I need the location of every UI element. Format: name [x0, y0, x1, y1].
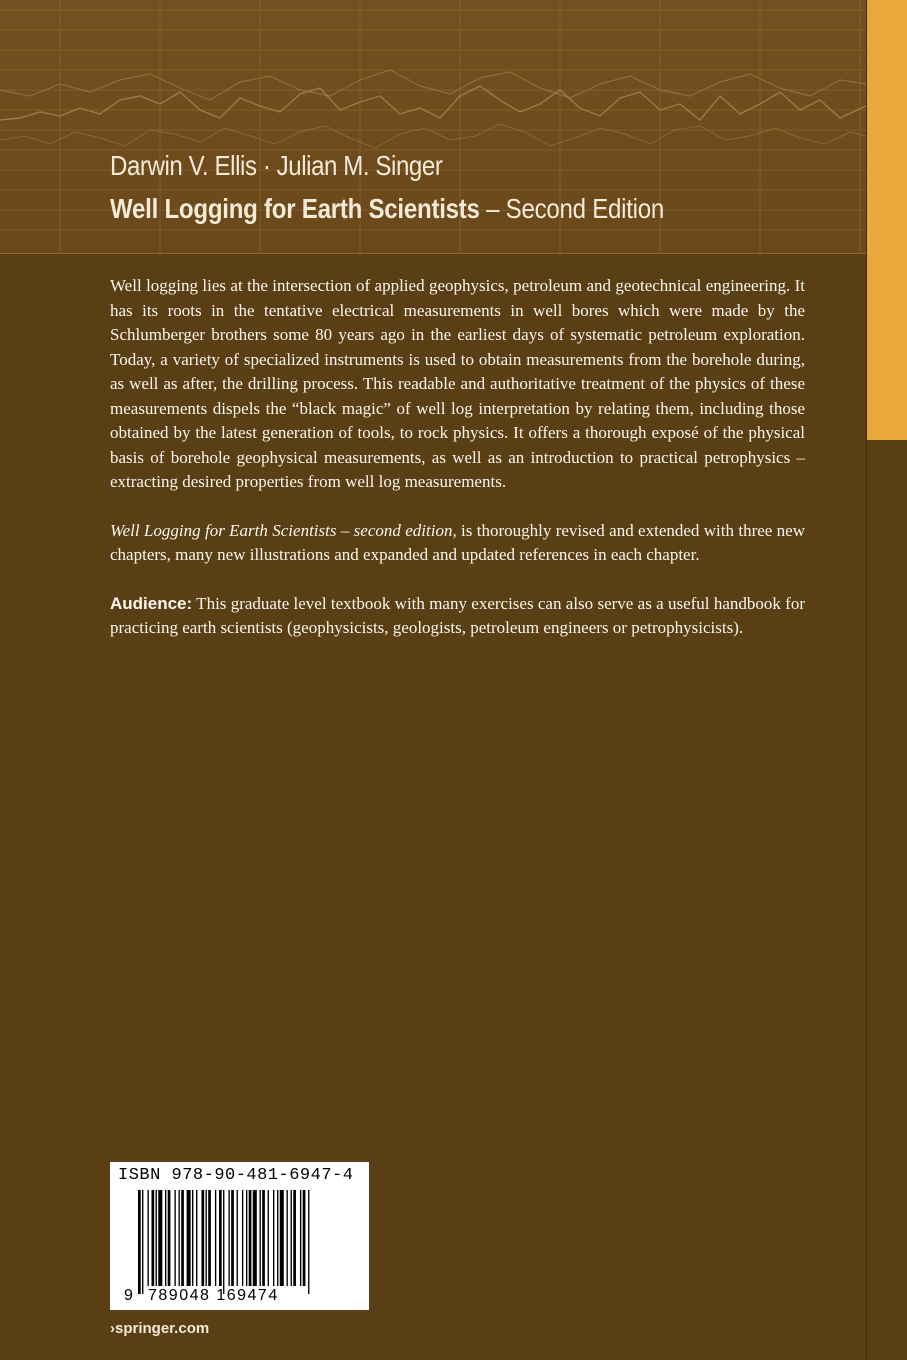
- barcode-bar: [308, 1190, 309, 1294]
- barcode-bar: [249, 1190, 252, 1286]
- header-divider: [0, 253, 866, 254]
- barcode-bar: [280, 1190, 284, 1286]
- barcode-bar: [223, 1190, 224, 1294]
- barcode-bar: [303, 1190, 306, 1286]
- audience-text: This graduate level textbook with many exercises can also serve as a useful handbook for practicing earth scientists (geophysicists, geologists, petroleum engineers or petrophysicists).: [110, 593, 805, 637]
- barcode-bar: [165, 1190, 166, 1286]
- barcode-bar: [228, 1190, 229, 1286]
- barcode-bar: [196, 1190, 197, 1286]
- barcode-bar: [253, 1190, 257, 1286]
- isbn-label: ISBN 978-90-481-6947-4: [118, 1166, 354, 1185]
- barcode-bar: [287, 1190, 288, 1286]
- barcode-bar: [138, 1190, 141, 1294]
- barcode-bar: [273, 1190, 274, 1286]
- book-title-edition: – Second Edition: [479, 193, 665, 224]
- barcode-bar: [246, 1190, 247, 1286]
- barcode-bar: [181, 1190, 184, 1286]
- barcode-bar: [192, 1190, 193, 1286]
- barcode-bar: [152, 1190, 155, 1286]
- audience-paragraph: [110, 592, 805, 641]
- barcode-bar: [291, 1190, 292, 1286]
- barcode-bar: [158, 1190, 162, 1286]
- barcode-bar: [277, 1190, 278, 1286]
- barcode-bar: [187, 1190, 191, 1286]
- authors: Darwin V. Ellis · Julian M. Singer: [110, 150, 443, 181]
- barcode-bar: [237, 1190, 238, 1286]
- description-paragraph-2-text: , is thoroughly revised and extended with three new chapters, many new illustrations and expanded and updated references in each chapter.: [110, 520, 805, 564]
- barcode-bar: [179, 1190, 180, 1286]
- publisher-website[interactable]: ›springer.com: [110, 1320, 210, 1337]
- edition-title-italic: Well Logging for Earth Scientists – second edition: [110, 520, 453, 540]
- barcode-bar: [206, 1190, 207, 1286]
- barcode-bar: [201, 1190, 204, 1286]
- isbn-barcode: [110, 1162, 369, 1310]
- book-title: [110, 193, 664, 225]
- barcode-leading-digit: 9: [124, 1287, 133, 1304]
- description-paragraph-1: Well logging lies at the intersection of applied geophysics, petroleum and geotechnical engineering. It has its roots in the tentative electrical measurements in well bores which were made by the Schlumberger brothers some 80 years ago in the earliest days of systematic petroleum exploration. Today, a variety of specialized instruments is used to obtain measurements from the borehole during, as well as after, the drilling process. This readable and authoritative treatment of the physics of these measurements dispels the “black magic” of well log interpretation by relating them, including those obtained by the latest generation of tools, to rock physics. It offers a thorough exposé of the physical basis of borehole geophysical measurements, as well as an introduction to practical petrophysics – extracting desired properties from well log measurements.: [110, 276, 805, 491]
- header-band: [0, 0, 866, 253]
- book-title-main: Well Logging for Earth Scientists: [110, 193, 480, 224]
- barcode-bar: [215, 1190, 216, 1286]
- barcode-bar: [300, 1190, 301, 1286]
- barcode-bar: [168, 1190, 171, 1286]
- barcode-bar: [208, 1190, 211, 1286]
- barcode-bar: [242, 1190, 243, 1286]
- barcode-bar: [262, 1190, 265, 1286]
- barcode-bar: [293, 1190, 296, 1286]
- spine-accent-bar: [867, 0, 907, 440]
- description-paragraph-2: [110, 519, 805, 568]
- barcode-bar: [142, 1190, 143, 1294]
- barcode-bar: [219, 1190, 222, 1286]
- audience-label: Audience:: [110, 593, 193, 613]
- barcode-bar: [156, 1190, 157, 1286]
- barcode-bar: [147, 1190, 148, 1286]
- barcode-bar: [260, 1190, 261, 1286]
- barcode-bar: [174, 1190, 175, 1286]
- barcode-bar: [231, 1190, 234, 1286]
- description: [110, 274, 805, 665]
- barcode-number: 789048 169474: [148, 1287, 279, 1304]
- barcode-bar: [268, 1190, 269, 1286]
